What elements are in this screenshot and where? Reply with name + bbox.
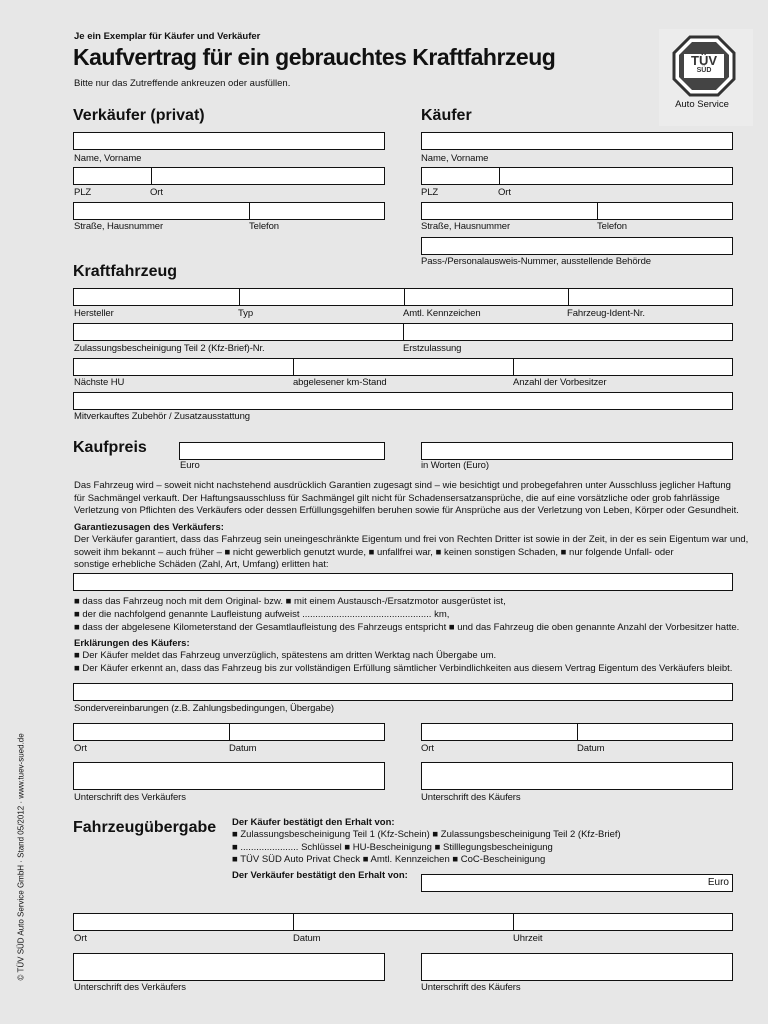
guarantee-engine-option[interactable]: ■ dass das Fahrzeug noch mit dem Original- bzw. ■ mit einem Austausch-/Ersatzmotor ausgerüstet ist, [74,596,506,607]
seller-plz-ort-field[interactable] [73,167,385,185]
buyer-name-field[interactable] [421,132,733,150]
seller-signature-label-1: Unterschrift des Verkäufers [74,792,186,803]
seller-datum-label-1: Datum [229,743,257,754]
seller-ort-label-1: Ort [74,743,87,754]
buyer-declarations [74,650,732,675]
handover-ort-datum-time-field[interactable] [73,913,733,931]
price-words-label: in Worten (Euro) [421,460,489,471]
buyer-phone-label: Telefon [597,221,627,232]
accessories-field[interactable] [73,392,733,410]
vehicle-details-field[interactable] [73,288,733,306]
first-registration-label: Erstzulassung [403,343,462,354]
declaration-register-option[interactable]: ■ Der Käufer meldet das Fahrzeug unverzüglich, spätestens am dritten Werktag nach Übergabe um. [74,650,497,661]
handover-heading: Fahrzeugübergabe [73,819,217,836]
warranty-text: Das Fahrzeug wird – soweit nicht nachstehend ausdrücklich Garantien zugesagt sind – wie besichtigt und probegefahren unter Ausschluss jeglicher Haftung für Sachmängel verkauft. Der Haftungsausschluss für Sachmängel gilt nicht für Schadensersatzansprüche, die auf eine vorsätzliche oder grob fahrlässige Verletzung von Pflichten des Verkäufers oder dessen Erfüllungsgehilfen beruhen sowie für Ansprüche aus der Verletzung von Leben, Körper oder Gesundheit. [74,480,739,516]
seller-phone-label: Telefon [249,221,279,232]
manufacturer-label: Hersteller [74,308,114,319]
vin-label: Fahrzeug-Ident-Nr. [567,308,645,319]
special-agreements-field[interactable] [73,683,733,701]
guarantee-mileage-option[interactable]: ■ der die nachfolgend genannte Laufleistung aufweist ................................................. km, [74,609,450,620]
buyer-ort-label: Ort [498,187,511,198]
uhrzeit-label: Uhrzeit [513,933,543,944]
buyer-plz-label: PLZ [421,187,439,198]
seller-plz-label: PLZ [74,187,92,198]
buyer-signature-field[interactable] [421,762,733,790]
header-note: Je ein Exemplar für Käufer und Verkäufer [74,31,261,42]
guarantees-lines [74,595,739,634]
km-label: abgelesener km-Stand [293,377,387,388]
seller-signature-field[interactable] [73,762,385,790]
guarantees-intro: Der Verkäufer garantiert, dass das Fahrzeug sein uneingeschränkte Eigentum und frei von Rechten Dritter ist sowie in der Zeit, in der es sein Eigentum war und, soweit ihm bekannt – auch früher – ■ nicht gewerblich genutzt wurde, ■ unfallfrei war, ■ keinen sonstigen Schaden, ■ nur folgende Unfall- oder sonstige erhebliche Schäden (Zahl, Art, Umfang) erlitten hat: [74,534,749,570]
handover-seller-confirms: Der Verkäufer bestätigt den Erhalt von: [232,870,408,881]
logo-area [659,29,753,126]
registration-doc-label: Zulassungsbescheinigung Teil 2 (Kfz-Brief)-Nr. [74,343,265,354]
buyer-street-label: Straße, Hausnummer [421,221,511,232]
buyer-street-phone-field[interactable] [421,202,733,220]
hu-km-owners-field[interactable] [73,358,733,376]
price-words-field[interactable] [421,442,733,460]
buyer-datum-label-1: Datum [577,743,605,754]
handover-euro-label: Euro [707,877,729,888]
side-copyright: © TÜV SÜD Auto Service GmbH · Stand 05/2012 · www.tuev-sued.de [16,733,26,981]
buyer-signature-field-2[interactable] [421,953,733,981]
accessories-label: Mitverkauftes Zubehör / Zusatzausstattung [74,411,250,422]
price-heading: Kaufpreis [73,439,147,456]
buyer-plz-ort-field[interactable] [421,167,733,185]
seller-ort-label: Ort [150,187,163,198]
buyer-name-label: Name, Vorname [421,153,489,164]
ort-label-2: Ort [74,933,87,944]
buyer-passport-field[interactable] [421,237,733,255]
handover-check-option[interactable]: ■ TÜV SÜD Auto Privat Check ■ Amtl. Kennzeichen ■ CoC-Bescheinigung [232,854,546,865]
seller-heading: Verkäufer (privat) [73,107,205,124]
handover-keys-option[interactable]: ■ ...................... Schlüssel ■ HU-Bescheinigung ■ Stilllegungsbescheinigung [232,841,553,853]
owners-label: Anzahl der Vorbesitzer [513,377,607,388]
buyer-signature-label-2: Unterschrift des Käufers [421,982,521,993]
special-agreements-label: Sondervereinbarungen (z.B. Zahlungsbedingungen, Übergabe) [74,703,334,714]
logo-caption: Auto Service [675,99,729,110]
buyer-passport-label: Pass-/Personalausweis-Nummer, ausstellende Behörde [421,256,651,267]
plate-label: Amtl. Kennzeichen [403,308,481,319]
logo-text-top: TÜV [691,53,717,68]
handover-buyer-confirms: Der Käufer bestätigt den Erhalt von: [232,817,395,828]
buyer-ort-label-1: Ort [421,743,434,754]
seller-name-label: Name, Vorname [74,153,142,164]
price-euro-label: Euro [180,460,200,471]
seller-street-phone-field[interactable] [73,202,385,220]
type-label: Typ [238,308,254,319]
seller-signature-label-2: Unterschrift des Verkäufers [74,982,186,993]
buyer-ort-datum-field[interactable] [421,723,733,741]
handover-euro-field[interactable] [421,874,733,892]
seller-street-label: Straße, Hausnummer [74,221,164,232]
tuev-logo-icon [659,29,753,126]
registration-field[interactable] [73,323,733,341]
damages-field[interactable] [73,573,733,591]
page-title: Kaufvertrag für ein gebrauchtes Kraftfahrzeug [73,44,556,70]
datum-label-2: Datum [293,933,321,944]
price-euro-field[interactable] [179,442,385,460]
logo-text-bottom: SÜD [696,67,712,74]
vehicle-heading: Kraftfahrzeug [73,263,178,280]
guarantees-heading: Garantiezusagen des Verkäufers: [74,522,224,533]
seller-name-field[interactable] [73,132,385,150]
handover-registration-option[interactable]: ■ Zulassungsbescheinigung Teil 1 (Kfz-Schein) ■ Zulassungsbescheinigung Teil 2 (Kfz-Brief) [232,829,621,840]
seller-ort-datum-field[interactable] [73,723,385,741]
buyer-signature-label-1: Unterschrift des Käufers [421,792,521,803]
buyer-heading: Käufer [421,107,472,124]
seller-signature-field-2[interactable] [73,953,385,981]
guarantee-km-option[interactable]: ■ dass der abgelesene Kilometerstand der Gesamtlaufleistung des Fahrzeugs entspricht ■ und das Fahrzeug die oben genannte Anzahl der Vorbesitzer hatte. [74,622,740,633]
page-subtitle: Bitte nur das Zutreffende ankreuzen oder ausfüllen. [74,78,291,89]
next-hu-label: Nächste HU [74,377,125,388]
declaration-ownership-option[interactable]: ■ Der Käufer erkennt an, dass das Fahrzeug bis zur vollständigen Erfüllung sämtlicher Verbindlichkeiten aus diesem Vertrag Eigentum des Verkäufers bleibt. [74,662,733,674]
handover-items [232,829,621,867]
buyer-declarations-heading: Erklärungen des Käufers: [74,638,190,649]
